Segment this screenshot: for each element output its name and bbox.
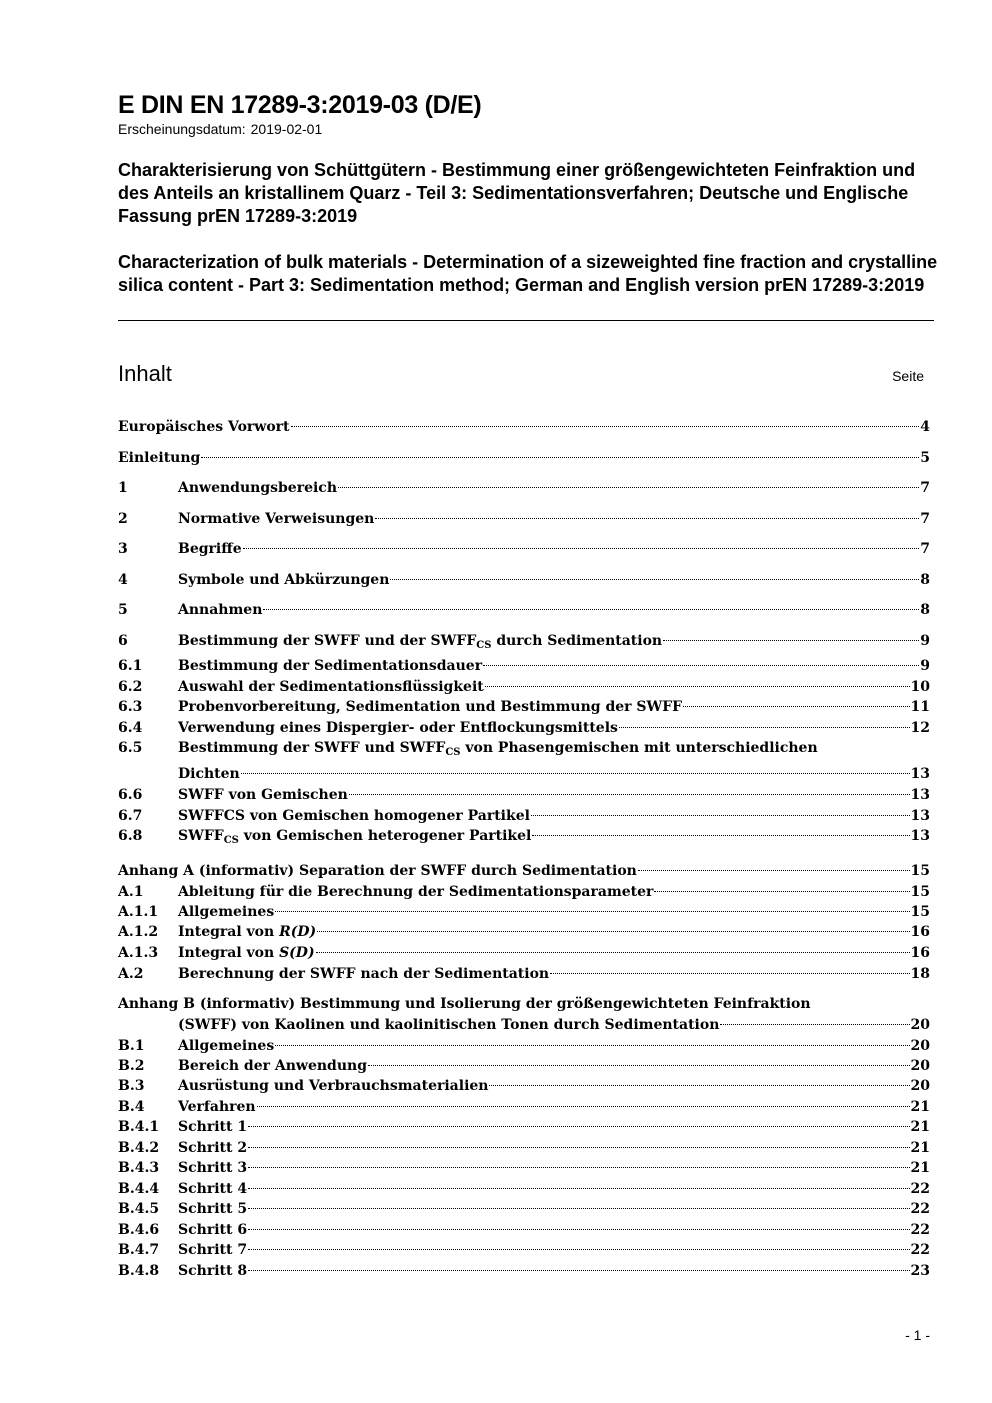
toc-entry-number: B.4 (118, 1099, 145, 1115)
toc-entry-page: 16 (910, 945, 930, 961)
toc-entry-page: 21 (910, 1140, 930, 1156)
toc-entry[interactable] (118, 697, 930, 718)
toc-title-part: Bestimmung der SWFF und der SWFF (178, 633, 477, 649)
toc-entry-line (178, 1199, 930, 1220)
toc-entry[interactable] (118, 861, 930, 882)
toc-entry-title: Probenvorbereitung, Sedimentation und Bestimmung der SWFF (178, 699, 683, 715)
toc-entry-line (178, 677, 930, 698)
toc-dot-leader (263, 608, 919, 610)
toc-entry-page: 15 (910, 884, 930, 900)
toc-entry[interactable] (118, 738, 930, 759)
toc-entry-number: 6.7 (118, 808, 143, 824)
toc-entry-title: Einleitung (118, 450, 201, 466)
toc-dot-leader (243, 547, 920, 549)
toc-entry[interactable] (118, 539, 930, 560)
toc-entry-title (178, 631, 662, 652)
toc-dot-leader (275, 910, 909, 912)
toc-entry-title: Europäisches Vorwort (118, 419, 290, 435)
toc-title-part: von Gemischen heterogener Partikel (238, 828, 532, 844)
toc-entry-number: B.4.3 (118, 1160, 160, 1176)
toc-entry-number: 4 (118, 572, 128, 588)
toc-entry-continuation[interactable] (118, 764, 930, 785)
toc-title-part: durch Sedimentation (491, 633, 663, 649)
toc-entry-number: A.1.2 (118, 924, 159, 940)
toc-title-part: Bestimmung der SWFF und SWFF (178, 740, 446, 756)
toc-heading: Inhalt (118, 361, 172, 386)
toc-dot-leader (531, 814, 910, 816)
toc-entry-line (118, 417, 930, 438)
toc-entry-page: 13 (910, 808, 930, 824)
toc-entry-number: 6.8 (118, 828, 143, 844)
toc-entry-title: Anhang A (informativ) Separation der SWFF durch Sedimentation (118, 863, 637, 879)
toc-entry-title: Schritt 3 (178, 1160, 248, 1176)
toc-entry-title (178, 943, 315, 964)
toc-entry-title: Auswahl der Sedimentationsflüssigkeit (178, 679, 484, 695)
toc-entry-number: B.2 (118, 1058, 145, 1074)
toc-dot-leader (638, 869, 910, 871)
toc-title-subscript: CS (476, 640, 492, 651)
toc-entry[interactable] (118, 1097, 930, 1118)
toc-title-part: Integral von (178, 924, 280, 940)
toc-dot-leader (248, 1125, 909, 1127)
toc-entry[interactable] (118, 1036, 930, 1057)
toc-entry-line (178, 964, 930, 985)
toc-entry[interactable] (118, 1056, 930, 1077)
toc-entry-page: 5 (920, 450, 930, 466)
toc-entry-page: 21 (910, 1119, 930, 1135)
toc-entry-page: 21 (910, 1099, 930, 1115)
toc-dot-leader (275, 1044, 909, 1046)
toc-entry-page: 20 (910, 1017, 930, 1033)
toc-entry-page: 10 (910, 679, 930, 695)
toc-entry[interactable] (118, 448, 930, 469)
toc-dot-leader (257, 1105, 910, 1107)
toc-entry-line (178, 902, 930, 923)
toc-entry[interactable] (118, 677, 930, 698)
toc-entry-title: Schritt 1 (178, 1119, 248, 1135)
toc-entry-number: B.4.4 (118, 1181, 160, 1197)
toc-entry-line (178, 1158, 930, 1179)
toc-dot-leader (316, 951, 910, 953)
toc-entry-line (178, 1076, 930, 1097)
toc-entry-page: 7 (920, 480, 930, 496)
toc-entry-number: B.4.1 (118, 1119, 160, 1135)
toc-entry-line (178, 1220, 930, 1241)
toc-entry-page: 18 (910, 966, 930, 982)
toc-dot-leader (248, 1248, 909, 1250)
toc-entry-continuation[interactable] (118, 1015, 930, 1036)
toc-entry-number: 6.1 (118, 658, 143, 674)
toc-entry[interactable] (118, 1117, 930, 1138)
toc-dot-leader (489, 1084, 909, 1086)
toc-entry-line (178, 539, 930, 560)
toc-dot-leader (291, 425, 920, 427)
toc-dot-leader (375, 517, 919, 519)
toc-page-column-label: Seite (892, 368, 924, 384)
toc-entry[interactable] (118, 882, 930, 903)
toc-dot-leader (248, 1269, 909, 1271)
toc-entry[interactable] (118, 1220, 930, 1241)
toc-entry-title (178, 826, 531, 847)
toc-entry-page: 22 (910, 1181, 930, 1197)
toc-entry-line (178, 1138, 930, 1159)
page-number: - 1 - (905, 1327, 930, 1343)
toc-entry-line (178, 697, 930, 718)
toc-entry-number: A.1.3 (118, 945, 159, 961)
toc-dot-leader (368, 1064, 910, 1066)
toc-entry-number: 5 (118, 602, 128, 618)
toc-dot-leader (338, 486, 919, 488)
toc-entry-line (178, 478, 930, 499)
toc-entry-line (178, 570, 930, 591)
toc-entry-title: Symbole und Abkürzungen (178, 572, 390, 588)
toc-entry-line (178, 826, 930, 847)
toc-entry-title: Berechnung der SWFF nach der Sedimentation (178, 966, 550, 982)
toc-entry-line (178, 1261, 930, 1282)
toc-entry-line (178, 764, 930, 785)
toc-entry[interactable] (118, 806, 930, 827)
toc-entry-line (178, 718, 930, 739)
toc-entry-line (178, 1097, 930, 1118)
toc-entry[interactable] (118, 826, 930, 847)
toc-dot-leader (201, 456, 919, 458)
toc-entry-title: Allgemeines (178, 1038, 275, 1054)
toc-entry-title: Schritt 7 (178, 1242, 248, 1258)
toc-entry[interactable] (118, 570, 930, 591)
toc-entry-number: B.4.5 (118, 1201, 160, 1217)
toc-entry-page: 20 (910, 1058, 930, 1074)
toc-dot-leader (317, 930, 909, 932)
toc-entry-number: 6 (118, 633, 128, 649)
title-german: Charakterisierung von Schüttgütern - Bestimmung einer größengewichteten Feinfraktion und des Anteils an kristallinem Quarz - Teil 3: Sedimentationsverfahren; Deutsche und Englische Fassung prEN 17289-3:2019 (118, 160, 916, 226)
toc-entry-page: 23 (910, 1263, 930, 1279)
toc-entry-page: 13 (910, 787, 930, 803)
toc-entry[interactable] (118, 902, 930, 923)
toc-entry-page: 13 (910, 766, 930, 782)
toc-entry-title: Anhang B (informativ) Bestimmung und Isolierung der größengewichteten Feinfraktion (118, 996, 811, 1012)
publication-date-label: Erscheinungsdatum: (118, 121, 246, 137)
toc-entry[interactable] (118, 631, 930, 652)
toc-entry-title: Schritt 8 (178, 1263, 248, 1279)
toc-entry[interactable] (118, 1076, 930, 1097)
toc-entry-title-cont: Dichten (178, 766, 240, 782)
title-english: Characterization of bulk materials - Determination of a sizeweighted fine fraction and crystalline silica content - Part 3: Sedimentation method; German and English version prEN 17289-3:2019 (118, 252, 938, 295)
toc-entry-line (178, 1056, 930, 1077)
toc-entry-title: Normative Verweisungen (178, 511, 375, 527)
toc-dot-leader (663, 639, 919, 641)
toc-title-part: von Phasengemischen mit unterschiedlichen (460, 740, 818, 756)
toc-dot-leader (619, 726, 910, 728)
toc-entry[interactable] (118, 964, 930, 985)
toc-entry[interactable] (118, 1158, 930, 1179)
toc-entry-page: 21 (910, 1160, 930, 1176)
toc-entry-title: Schritt 4 (178, 1181, 248, 1197)
title-divider (118, 320, 934, 321)
toc-entry-line (118, 994, 930, 1015)
toc-dot-leader (483, 664, 919, 666)
toc-entry[interactable] (118, 600, 930, 621)
toc-entry-title-cont: (SWFF) von Kaolinen und kaolinitischen Tonen durch Sedimentation (178, 1017, 720, 1033)
toc-entry-number: A.1 (118, 884, 144, 900)
toc-entry-page: 9 (920, 633, 930, 649)
toc-dot-leader (248, 1187, 909, 1189)
document-id: E DIN EN 17289-3:2019-03 (D/E) (118, 91, 482, 119)
toc-dot-leader (532, 834, 909, 836)
toc-entry-title: Schritt 2 (178, 1140, 248, 1156)
toc-entry-page: 11 (910, 699, 930, 715)
toc-entry-title: Begriffe (178, 541, 242, 557)
toc-entry-page: 9 (920, 658, 930, 674)
toc-entry-title: Bereich der Anwendung (178, 1058, 367, 1074)
toc-entry-line (178, 922, 930, 943)
toc-entry-line (178, 882, 930, 903)
toc-entry-line (118, 861, 930, 882)
toc-entry-title (178, 740, 818, 756)
toc-title-formula: R(D) (279, 924, 317, 940)
toc-dot-leader (248, 1146, 909, 1148)
toc-entry-title: Allgemeines (178, 904, 275, 920)
toc-title-subscript: CS (445, 747, 461, 758)
toc-entry-number: B.4.8 (118, 1263, 160, 1279)
toc-entry-line (178, 1036, 930, 1057)
toc-entry-number: 6.3 (118, 699, 143, 715)
toc-dot-leader (248, 1166, 909, 1168)
toc-entry-title (178, 922, 316, 943)
toc-dot-leader (248, 1228, 909, 1230)
toc-entry-line (178, 600, 930, 621)
toc-entry-page: 22 (910, 1242, 930, 1258)
toc-entry-number: 3 (118, 541, 128, 557)
toc-entry[interactable] (118, 1199, 930, 1220)
toc-entry-line (178, 1015, 930, 1036)
toc-entry-line (178, 785, 930, 806)
toc-entry[interactable] (118, 1179, 930, 1200)
toc-dot-leader (654, 890, 909, 892)
toc-entry-page: 22 (910, 1201, 930, 1217)
toc-entry-page: 12 (910, 720, 930, 736)
toc-entry-title: Annahmen (178, 602, 263, 618)
toc-entry-number: 6.4 (118, 720, 143, 736)
toc-entry-number: A.2 (118, 966, 144, 982)
toc-entry[interactable] (118, 718, 930, 739)
toc-entry-page: 16 (910, 924, 930, 940)
publication-date (118, 121, 322, 137)
toc-entry-title: SWFFCS von Gemischen homogener Partikel (178, 808, 530, 824)
toc-entry-number: B.4.6 (118, 1222, 160, 1238)
toc-entry-line (178, 631, 930, 652)
toc-entry[interactable] (118, 656, 930, 677)
toc-entry[interactable] (118, 785, 930, 806)
toc-entry-line (178, 1117, 930, 1138)
toc-entry-title: Schritt 5 (178, 1201, 248, 1217)
toc-entry[interactable] (118, 1240, 930, 1261)
toc-dot-leader (550, 972, 909, 974)
toc-entry-title: SWFF von Gemischen (178, 787, 348, 803)
toc-entry-line (178, 656, 930, 677)
toc-dot-leader (241, 772, 910, 774)
toc-entry[interactable] (118, 478, 930, 499)
toc-entry-line (178, 943, 930, 964)
toc-entry-line (178, 1240, 930, 1261)
toc-entry[interactable] (118, 509, 930, 530)
toc-dot-leader (485, 685, 910, 687)
toc-entry[interactable] (118, 1261, 930, 1282)
toc-entry-line (178, 1179, 930, 1200)
toc-entry-number: A.1.1 (118, 904, 159, 920)
toc-entry[interactable] (118, 922, 930, 943)
toc-entry-page: 8 (920, 602, 930, 618)
toc-entry-number: 6.5 (118, 740, 143, 756)
toc-entry-page: 4 (920, 419, 930, 435)
toc-entry-number: B.1 (118, 1038, 145, 1054)
toc-entry-page: 7 (920, 511, 930, 527)
toc-entry-title: Schritt 6 (178, 1222, 248, 1238)
toc-entry-title: Ableitung für die Berechnung der Sedimentationsparameter (178, 884, 654, 900)
toc-entry-number: 2 (118, 511, 128, 527)
toc-dot-leader (683, 705, 909, 707)
toc-entry[interactable] (118, 417, 930, 438)
toc-entry-page: 15 (910, 904, 930, 920)
toc-entry-title: Ausrüstung und Verbrauchsmaterialien (178, 1078, 489, 1094)
toc-entry-page: 8 (920, 572, 930, 588)
toc-entry-page: 20 (910, 1078, 930, 1094)
toc-title-part: SWFF (178, 828, 224, 844)
toc-entry-page: 15 (910, 863, 930, 879)
toc-dot-leader (390, 578, 919, 580)
toc-entry-number: B.4.7 (118, 1242, 160, 1258)
toc-dot-leader (248, 1207, 909, 1209)
toc-entry-line (118, 448, 930, 469)
toc-entry-number: 6.6 (118, 787, 143, 803)
toc-entry-title: Verwendung eines Dispergier- oder Entflockungsmittels (178, 720, 618, 736)
toc-entry-page: 13 (910, 828, 930, 844)
toc-title-subscript: CS (223, 835, 239, 846)
toc-entry[interactable] (118, 994, 930, 1015)
toc-entry-number: 1 (118, 480, 128, 496)
toc-entry-line (178, 509, 930, 530)
toc-entry-number: 6.2 (118, 679, 143, 695)
toc-entry-page: 7 (920, 541, 930, 557)
toc-entry-number: B.3 (118, 1078, 145, 1094)
toc-entry[interactable] (118, 1138, 930, 1159)
toc-title-part: Integral von (178, 945, 280, 961)
toc-entry-page: 20 (910, 1038, 930, 1054)
toc-entry-title: Anwendungsbereich (178, 480, 337, 496)
toc-entry-page: 22 (910, 1222, 930, 1238)
toc-title-formula: S(D) (279, 945, 315, 961)
toc-entry[interactable] (118, 943, 930, 964)
toc-entry-line (178, 738, 930, 759)
toc-entry-title: Bestimmung der Sedimentationsdauer (178, 658, 483, 674)
toc-entry-number: B.4.2 (118, 1140, 160, 1156)
toc-entry-title: Verfahren (178, 1099, 256, 1115)
toc-dot-leader (720, 1023, 909, 1025)
toc-entry-line (178, 806, 930, 827)
toc-dot-leader (349, 793, 910, 795)
publication-date-value: 2019-02-01 (250, 121, 323, 137)
